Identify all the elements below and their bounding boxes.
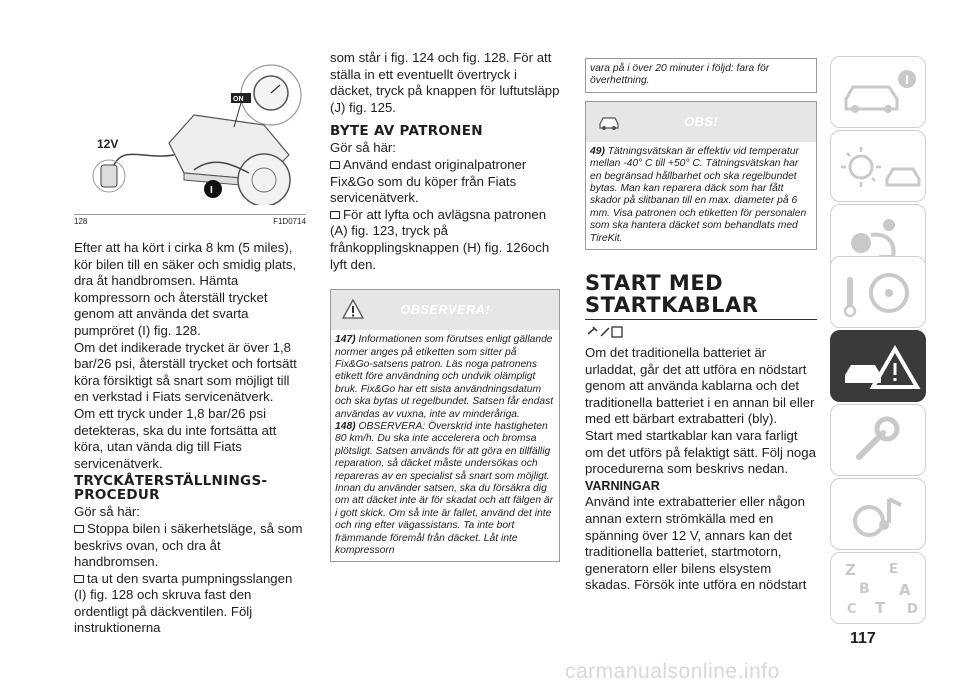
- paragraph: Om det indikerade trycket är över 1,8 bar/26 psi, återställ trycket och fortsätt köra försiktigt så snart som möjligt till en verkstad i Fiats servicenätverk.: [74, 339, 297, 405]
- bullet-icon: [74, 525, 84, 533]
- bullet-item: Använd endast originalpatroner Fix&Go som du köper från Fiats servicenätverk.: [330, 156, 527, 206]
- chapter-heading-line2: STARTKABLAR: [585, 293, 759, 318]
- footer-watermark: carmanualsonline.info: [565, 660, 780, 683]
- svg-text:D: D: [907, 602, 918, 617]
- tab-dashboard-lights[interactable]: [830, 130, 926, 202]
- svg-text:T: T: [875, 599, 886, 617]
- continued-note-text: vara på i över 20 minuter i följd: fara för överhettning.: [590, 63, 770, 87]
- heading-rule: [585, 319, 817, 320]
- bullet-icon: [330, 211, 340, 219]
- dashboard-lights-icon: [831, 131, 927, 203]
- column-1: [74, 240, 306, 637]
- bullet-icon: [74, 575, 84, 583]
- svg-text:A: A: [899, 581, 911, 599]
- warning-note-header: [331, 290, 559, 330]
- figure-number: 128: [74, 217, 88, 226]
- warning-note-title: OBSERVERA!: [400, 302, 490, 318]
- tab-emergency[interactable]: [830, 330, 926, 402]
- section-heading: BYTE AV PATRONEN: [330, 123, 483, 140]
- paragraph: Använd inte extrabatterier eller någon annan extern strömkälla med en spänning över 12 V, annars kan det traditionella batteriet, startmotorn, generatorn eller bilens elsystem skadas. Försök inte utföra en nödstart: [585, 494, 807, 593]
- page-number: 117: [850, 630, 876, 647]
- start-heading-block: [585, 272, 817, 320]
- music-nav-icon: [831, 479, 927, 551]
- tab-index[interactable]: [830, 552, 926, 624]
- paragraph: Om det traditionella batteriet är urladdat, går det att utföra en nödstart genom att använda kablarna och det traditionella batteriet i en annan bil eller med ett bärbart extrabatteri (bly).: [585, 345, 815, 427]
- continued-note-box: [585, 58, 817, 93]
- index-letters-icon: [831, 553, 927, 625]
- bullet-item: ta ut den svarta pumpningsslangen (I) fig. 128 och skruva fast den ordentligt på däckventilen. Följ instruktionerna: [74, 570, 293, 636]
- svg-text:C: C: [847, 602, 857, 617]
- warnings-heading: VARNINGAR: [585, 478, 660, 493]
- column-3: [585, 58, 817, 594]
- obs-note-header: [586, 102, 816, 142]
- section-heading: TRYCKÅTERSTÄLLNINGS-PROCEDUR: [74, 473, 268, 504]
- tab-car-info[interactable]: [830, 56, 926, 128]
- car-info-icon: [831, 57, 927, 129]
- tab-service[interactable]: [830, 404, 926, 476]
- compressor-figure: [74, 55, 306, 205]
- bullet-item: Stoppa bilen i säkerhetsläge, så som beskrivs ovan, och dra åt handbromsen.: [74, 520, 303, 570]
- on-label: ON: [233, 96, 244, 103]
- steering-wheel-key-icon: [831, 257, 927, 329]
- chapter-heading-line1: START MED: [585, 271, 724, 296]
- warning-note-box: [330, 289, 560, 562]
- svg-text:Z: Z: [845, 561, 856, 579]
- tab-steering-key[interactable]: [830, 256, 926, 328]
- obs-note-title: OBS!: [684, 113, 718, 129]
- bullet-item: För att lyfta och avlägsna patronen (A) fig. 123, tryck på frånkopplingsknappen (H) fig. 126och lyft den.: [330, 206, 550, 272]
- obs-note-box: [585, 101, 817, 250]
- figure-caption: [74, 214, 306, 226]
- paragraph: som står i fig. 124 och fig. 128. För att ställa in ett eventuellt övertryck i däcket, tryck på knappen för luftutsläpp (J) fig. 125.: [330, 50, 560, 115]
- intro-text: Gör så här:: [330, 140, 396, 156]
- bullet-icon: [330, 161, 340, 169]
- obs-note-text: 49) Tätningsvätskan är effektiv vid temperatur mellan -40° C till +50° C. Tätningsvätskan har en begränsad hållbarhet och ska regelbundet bytas. Man kan reparera däck som har fått skador på slitbanan till en max. diameter på 6 mm. Visa patronen och etiketten för personalen som ska hantera däcket som behandlats med TireKit.: [590, 145, 807, 244]
- wrench-service-icon: [831, 405, 927, 477]
- column-2: [330, 50, 560, 562]
- emergency-car-warning-icon: [831, 331, 927, 403]
- jump-cable-tool-icons: [585, 324, 625, 340]
- paragraph: Om ett tryck under 1,8 bar/26 psi detekteras, ska du inte fortsätta att köra, utan vända dig till Fiats servicenätverk.: [74, 405, 277, 471]
- intro-text: Gör så här:: [74, 504, 140, 520]
- tab-multimedia[interactable]: [830, 478, 926, 550]
- paragraph: Efter att ha kört i cirka 8 km (5 miles), kör bilen till en säker och smidig plats, dra åt handbromsen. Hämta kompressorn och återställ trycket genom att använda det svarta pumpröret (I) fig. 128.: [74, 240, 297, 338]
- svg-text:B: B: [859, 581, 870, 597]
- marker-label: I: [210, 185, 213, 196]
- paragraph: Start med startkablar kan vara farligt om det utförs på felaktigt sätt. Följ noga procedurerna som beskrivs nedan.: [585, 428, 816, 477]
- voltage-label: 12V: [97, 137, 119, 151]
- figure-code: F1D0714: [273, 217, 306, 226]
- warning-note-text: 147) Informationen som förutses enligt gällande normer anges på etiketten som sitter på Fix&Go-satsens patron. Läs noga patronens etikett före användning och undvik olämpligt bruk. Fix&Go har ett sista användningsdatum och ska bytas ut regelbundet. Satsen får endast användas av vuxna, inte av minderåriga. 148) OBSERVERA: Överskrid inte hastigheten 80 km/h. Du ska inte accelerera och bromsa plötsligt. Satsen används för att göra en tillfällig reparation, så däcket måste undersökas och repareras av en specialist så snart som möjligt. Innan du använder satsen, ska du försäkra dig om att däcket inte är för skadat och att fälgen är i gott skick. Om så inte är fallet, använd det inte och ring efter vägassistans. Ta inte bort främmande föremål från däcket. Låt inte kompressorn: [335, 334, 554, 557]
- svg-text:E: E: [889, 562, 898, 577]
